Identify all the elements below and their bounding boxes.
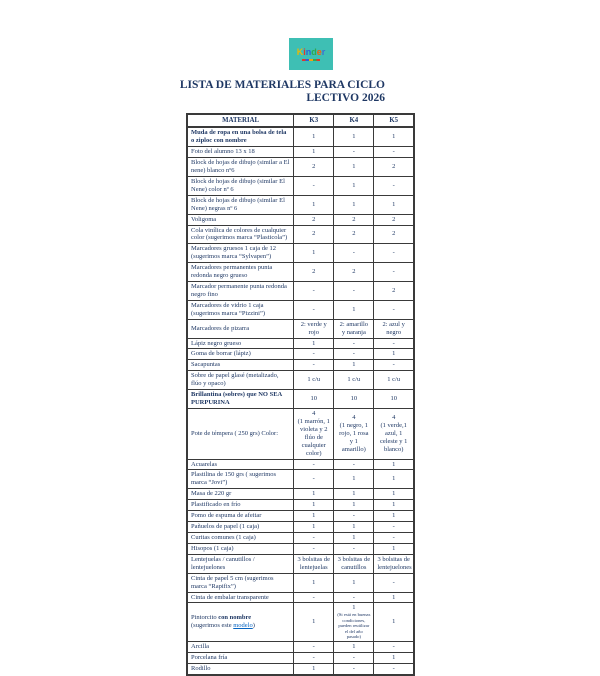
table-row [187,652,414,663]
quantity-cell: - [294,592,334,603]
quantity-cell: 1 [334,195,374,214]
material-label: Cinta de papel 5 cm (sugerimos marca “Rapifix”) [187,573,294,592]
logo-letter: r [321,46,326,57]
quantity-cell: 3 bolsitas de lentejuelas [294,554,334,573]
quantity-cell: 2 [334,225,374,244]
material-label: Plastificado en frío [187,500,294,511]
material-label: Masa de 220 gr [187,489,294,500]
page-title [155,79,385,104]
quantity-cell: 1 [334,500,374,511]
material-label-text: (sugerimos este [191,622,234,630]
kinder-logo-tagline [302,59,320,61]
table-row [187,543,414,554]
table-row [187,214,414,225]
quantity-cell: 2 [294,225,334,244]
quantity-cell: - [374,522,414,533]
material-label: Goma de borrar (lápiz) [187,349,294,360]
table-row [187,349,414,360]
quantity-note: (Si está en buenas condiciones, pueden reutilizar el del año pasado) [337,612,371,640]
quantity-cell: 2 [294,263,334,282]
quantity-cell: 2 [374,214,414,225]
quantity-cell: 3 bolsitas de canutillos [334,554,374,573]
table-row [187,573,414,592]
quantity-cell: 1 [374,511,414,522]
quantity-cell: 1 [334,176,374,195]
model-link[interactable]: modelo [233,622,253,630]
quantity-cell: 1 [334,641,374,652]
quantity-cell: 2 [334,214,374,225]
quantity-value: 4 [312,410,316,418]
quantity-cell: 1 [334,360,374,371]
table-row [187,489,414,500]
quantity-cell: - [374,263,414,282]
material-label: Cola vinílica de colores de cualquier color (sugerimos marca “Plasticola”) [187,225,294,244]
quantity-cell: 1 [334,470,374,489]
quantity-cell: 1 [294,573,334,592]
material-label: Block de hojas de dibujo (similar El Nene) color nº 6 [187,176,294,195]
materials-table-body [187,127,414,674]
quantity-cell: - [294,533,334,544]
quantity-cell: - [374,300,414,319]
quantity-cell: 1 [294,522,334,533]
page-title-line2: LECTIVO 2026 [306,91,385,104]
quantity-cell: - [334,338,374,349]
quantity-cell: 1 [334,300,374,319]
quantity-cell [334,409,374,460]
quantity-cell: 1 [374,489,414,500]
material-label: Brillantina (sobres) que NO SEA PURPURINA [187,390,294,409]
table-row [187,282,414,301]
quantity-cell: - [294,360,334,371]
quantity-cell: - [334,511,374,522]
material-label: Marcadores de vidrio 1 caja (sugerimos marca “Pizzini”) [187,300,294,319]
table-header-row [187,114,414,127]
material-label: Curitas comunes (1 caja) [187,533,294,544]
quantity-cell: 3 bolsitas de lentejuelones [374,554,414,573]
quantity-cell: - [374,641,414,652]
quantity-cell: - [294,300,334,319]
material-label: Voligoma [187,214,294,225]
quantity-cell: 1 [374,500,414,511]
material-label-text: ) [252,622,255,630]
quantity-cell: 2 [374,158,414,177]
table-row [187,195,414,214]
quantity-value: 4 [392,413,396,421]
quantity-cell: 1 [374,652,414,663]
material-label: Block de hojas de dibujo (similar a El nene) blanco nº6 [187,158,294,177]
quantity-cell: - [374,244,414,263]
quantity-cell: 1 [294,603,334,641]
quantity-cell: - [334,543,374,554]
quantity-cell: - [334,652,374,663]
material-label: Porcelana fría [187,652,294,663]
quantity-cell: - [294,349,334,360]
quantity-cell: 1 [334,533,374,544]
material-label [187,603,294,641]
quantity-cell: - [294,459,334,470]
quantity-cell: 1 [334,573,374,592]
quantity-cell: 1 [294,500,334,511]
table-row [187,533,414,544]
table-row [187,244,414,263]
quantity-cell: - [374,663,414,674]
quantity-cell: 1 [334,158,374,177]
material-label: Plastilina de 150 grs ( sugerimos marca “Jovi”) [187,470,294,489]
quantity-cell [334,603,374,641]
table-row [187,500,414,511]
quantity-cell: 2: verde y rojo [294,319,334,338]
quantity-cell: 1 c/u [374,371,414,390]
table-row [187,511,414,522]
material-label: Hisopos (1 caja) [187,543,294,554]
material-label: Foto del alumno 13 x 18 [187,147,294,158]
quantity-cell: 2 [374,282,414,301]
material-label: Pomo de espuma de afeitar [187,511,294,522]
table-row [187,225,414,244]
table-row [187,603,414,641]
quantity-value: 4 [352,413,356,421]
table-row [187,263,414,282]
quantity-cell: 1 [334,127,374,146]
quantity-cell: 1 [374,470,414,489]
quantity-cell: - [334,282,374,301]
quantity-cell: - [294,470,334,489]
quantity-cell: - [374,147,414,158]
material-label: Cinta de embalar transparente [187,592,294,603]
quantity-cell: - [294,641,334,652]
quantity-value: 1 [352,604,356,612]
column-header-k4: K4 [334,114,374,127]
quantity-cell: 2 [294,214,334,225]
quantity-cell: 2: azul y negro [374,319,414,338]
quantity-cell: - [334,349,374,360]
quantity-cell: 10 [334,390,374,409]
quantity-cell: 1 [374,592,414,603]
material-label: Marcadores permanentes punta redonda negro grueso [187,263,294,282]
materials-table [186,113,415,676]
quantity-cell: - [334,592,374,603]
quantity-cell: 1 [374,603,414,641]
quantity-cell: 1 [334,522,374,533]
table-row [187,300,414,319]
column-header-k3: K3 [294,114,334,127]
quantity-cell: - [374,533,414,544]
quantity-cell: - [374,573,414,592]
quantity-cell: 1 [334,489,374,500]
table-row [187,459,414,470]
quantity-cell: - [294,282,334,301]
column-header-material: MATERIAL [187,114,294,127]
material-label: Sobre de papel glasé (metalizado, flúo y opaco) [187,371,294,390]
column-header-k5: K5 [374,114,414,127]
quantity-cell: 1 [294,147,334,158]
quantity-cell: 1 [294,489,334,500]
logo-letter: n [305,46,312,57]
material-label: Block de hojas de dibujo (similar El Nene) negras nº 6 [187,195,294,214]
material-label: Pote de témpera ( 250 grs) Color: [187,409,294,460]
table-row [187,338,414,349]
logo-letter: K [296,46,304,57]
table-row [187,390,414,409]
quantity-cell: 1 [294,195,334,214]
kinder-logo [289,38,333,70]
quantity-cell: 1 [294,338,334,349]
quantity-cell: 1 [294,511,334,522]
quantity-cell: - [334,459,374,470]
table-row [187,371,414,390]
quantity-cell: 1 [294,663,334,674]
quantity-cell: - [294,176,334,195]
quantity-cell: - [374,338,414,349]
quantity-detail: (1 verde,1 azul, 1 celeste y 1 blanco) [379,421,408,453]
material-label: Lentejuelas / canutillos / lentejuelones [187,554,294,573]
table-row [187,127,414,146]
table-row [187,641,414,652]
logo-letter: e [316,46,322,57]
quantity-cell: 2 [374,225,414,244]
quantity-cell: 1 [294,244,334,263]
quantity-cell: 1 [374,459,414,470]
quantity-cell: 1 c/u [294,371,334,390]
table-row [187,554,414,573]
quantity-cell: 1 [374,127,414,146]
material-label-text: con nombre [218,614,252,622]
table-row [187,592,414,603]
material-label-text: Pintorcito [191,614,219,622]
table-row [187,409,414,460]
quantity-cell: - [334,244,374,263]
material-label: Rodillo [187,663,294,674]
table-row [187,319,414,338]
table-row [187,522,414,533]
material-label: Arcilla [187,641,294,652]
kinder-logo-wordmark [297,48,326,57]
logo-letter: i [303,46,306,57]
quantity-cell: - [334,663,374,674]
quantity-cell: - [334,147,374,158]
quantity-detail: (1 negro, 1 rojo, 1 rosa y 1 amarillo) [339,421,369,453]
material-label: Pañuelos de papel (1 caja) [187,522,294,533]
table-row [187,158,414,177]
logo-letter: d [311,46,317,57]
quantity-cell: 1 [374,543,414,554]
table-row [187,360,414,371]
material-label: Lápiz negro grueso [187,338,294,349]
table-row [187,176,414,195]
quantity-cell: 1 [374,195,414,214]
quantity-cell: 1 c/u [334,371,374,390]
table-row [187,147,414,158]
material-label: Acuarelas [187,459,294,470]
quantity-cell: 1 [294,127,334,146]
page-title-line1: LISTA DE MATERIALES PARA CICLO [179,79,385,91]
table-row [187,663,414,674]
quantity-cell: - [294,652,334,663]
quantity-cell: 10 [374,390,414,409]
quantity-cell [294,409,334,460]
material-label: Marcadores gruesos 1 caja de 12 (sugerimos marca “Sylvapen”) [187,244,294,263]
table-row [187,470,414,489]
material-label: Muda de ropa en una bolsa de tela o ziploc con nombre [187,127,294,146]
material-label: Sacapuntas [187,360,294,371]
material-label: Marcadores de pizarra [187,319,294,338]
quantity-cell: 2: amarillo y naranja [334,319,374,338]
quantity-cell: - [374,176,414,195]
quantity-cell: 1 [374,349,414,360]
quantity-cell: 2 [294,158,334,177]
material-label: Marcador permanente punta redonda negro fino [187,282,294,301]
quantity-cell [374,409,414,460]
quantity-cell: - [294,543,334,554]
quantity-cell: 2 [334,263,374,282]
quantity-cell: 10 [294,390,334,409]
quantity-cell: - [374,360,414,371]
quantity-detail: (1 marrón, 1 violeta y 2 flúo de cualquier color) [297,417,330,457]
